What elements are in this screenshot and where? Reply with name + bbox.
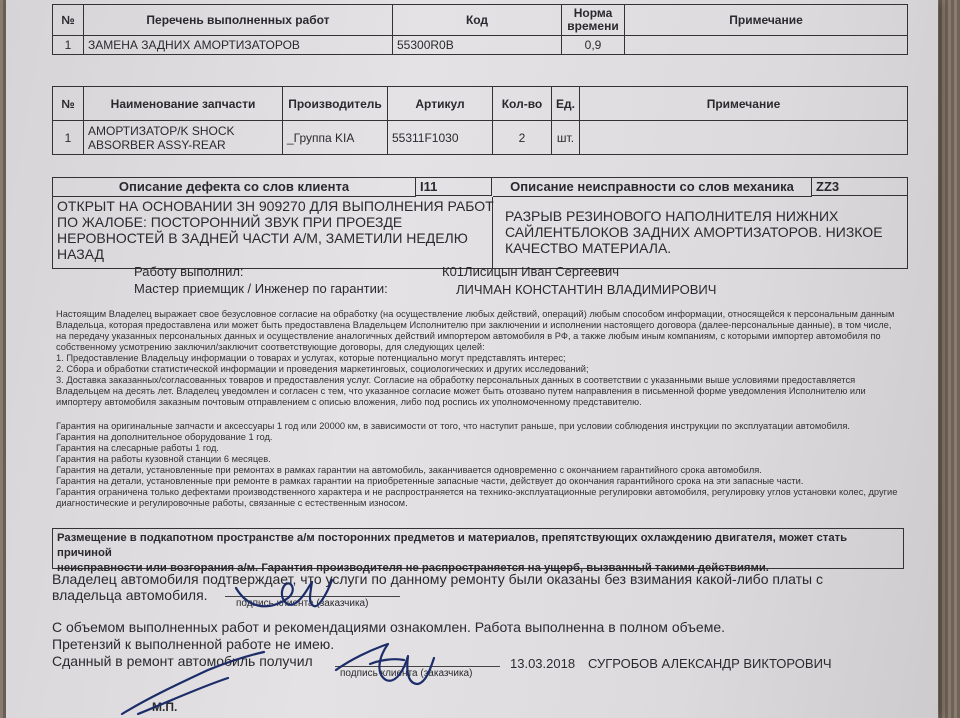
mechanic-defect-line: КАЧЕСТВО МАТЕРИАЛА. <box>505 240 672 256</box>
works-header-code: Код <box>393 5 562 36</box>
acknowledge-line: С объемом выполненных работ и рекомендациями ознакомлен. Работа выполненна в полном объеме. <box>52 619 725 635</box>
performed-label: Работу выполнил: <box>134 264 244 279</box>
client-defect-line: НАЗАД <box>57 246 105 262</box>
warranty-line: Гарантия на детали, установленные при ремонтах в рамках гарантии на автомобиль, заканчивается одновременно с окончанием гарантийного срока автомобиля. <box>56 465 762 475</box>
client-defect-line: НЕРОВНОСТЕЙ В ЗАДНЕЙ ЧАСТИ А/М, ЗАМЕТИЛИ НЕДЕЛЮ <box>57 230 468 246</box>
mechanic-defect-text <box>505 208 883 256</box>
signature-caption-1: подпись клиента (заказчика) <box>236 598 369 609</box>
mechanic-defect-line: РАЗРЫВ РЕЗИНОВОГО НАПОЛНИТЕЛЯ НИЖНИХ <box>505 208 839 224</box>
mechanic-defect-line: САЙЛЕНТБЛОКОВ ЗАДНИХ АМОРТИЗАТОРОВ. НИЗКОЕ <box>505 224 883 240</box>
warning-box <box>52 528 904 574</box>
works-header-name: Перечень выполненных работ <box>84 5 393 36</box>
parts-header-article: Артикул <box>388 87 493 121</box>
works-header-no: № <box>53 5 84 36</box>
client-name: СУГРОБОВ АЛЕКСАНДР ВИКТОРОВИЧ <box>588 656 832 671</box>
works-table <box>52 4 908 55</box>
consent-line: Владельца, которая предоставлена или может быть предоставлена Владельцем Исполнителю при заключении и исполнении настоящего договора (далее-персональные данные), в том числе, <box>56 320 892 330</box>
table-row <box>53 36 908 55</box>
works-cell-name: ЗАМЕНА ЗАДНИХ АМОРТИЗАТОРОВ <box>84 36 393 55</box>
consent-text <box>56 309 894 408</box>
parts-cell-unit: шт. <box>552 121 580 155</box>
consent-line: собственному усмотрению заключил/заключит соответствующие договоры, для следующих целей: <box>56 342 485 352</box>
acknowledge-line: Претензий к выполненной работе не имею. <box>52 636 335 652</box>
client-defect-line: ОТКРЫТ НА ОСНОВАНИИ ЗН 909270 ДЛЯ ВЫПОЛНЕНИЯ РАБОТ <box>57 198 494 214</box>
mechanic-defect-label: Описание неисправности со слов механика <box>493 178 812 197</box>
works-cell-norm: 0,9 <box>562 36 625 55</box>
warranty-line: Гарантия на работы кузовной станции 6 месяцев. <box>56 454 271 464</box>
warranty-line: Гарантия на оригинальные запчасти и аксессуары 1 год или 20000 км, в зависимости от того, что наступит раньше, при условии соблюдения инструкции по эксплуатации автомобиля. <box>56 421 850 431</box>
client-defect-label: Описание дефекта со слов клиента <box>53 178 416 197</box>
warning-line: неисправности или возгорания а/м. Гарантия производителя не распространяется на ущерб, вызванный такими действиями. <box>57 562 769 574</box>
consent-line: на передачу указанных персональных данных и осуществление аналогичных действий импортером автомобиля в РФ, а также любым иным компаниям, с которыми импортер автомобиля по <box>56 331 881 341</box>
parts-header-name: Наименование запчасти <box>84 87 283 121</box>
warranty-line: Гарантия на детали, установленные при ремонте в рамках гарантии на приобретенные запасные части, действует до окончания гарантийного срока на эти запасные части. <box>56 476 804 486</box>
signature-3 <box>118 648 268 718</box>
consent-line: 3. Доставка заказанных/согласованных товаров и предоставления услуг. Согласие на обработку персональных данных в соответствии с указанными выше условиями предоставляется <box>56 375 856 385</box>
owner-confirmation <box>52 571 823 603</box>
works-cell-code: 55300R0B <box>393 36 562 55</box>
parts-header-maker: Производитель <box>283 87 388 121</box>
stamp-label: М.П. <box>152 700 178 714</box>
consent-line: импортеру автомобиля заказным почтовым отправлением с описью вложения, либо под роспись их уполномоченному представителю. <box>56 397 642 407</box>
parts-header-unit: Ед. <box>552 87 580 121</box>
master-label: Мастер приемщик / Инженер по гарантии: <box>134 281 388 296</box>
parts-cell-qty: 2 <box>493 121 552 155</box>
warranty-text <box>56 421 897 509</box>
client-defect-code: I11 <box>416 178 492 196</box>
warranty-line: диагностические и регулировочные работы, связанные с естественным износом. <box>56 498 408 508</box>
works-header-norm: Норма времени <box>562 5 625 36</box>
consent-line: Настоящим Владелец выражает свое безусловное согласие на обработку (на осуществление любых действий, операций) любым способом информации, относящейся к персональным данным <box>56 309 895 319</box>
consent-line: 2. Сбора и обработки статистической информации и проведения маркетинговых, социологических и других исследований; <box>56 364 589 374</box>
works-cell-no: 1 <box>53 36 84 55</box>
warning-line: Размещение в подкапотном пространстве а/м посторонних предметов и материалов, препятствующих охлаждению двигателя, может стать причиной <box>57 532 848 559</box>
works-cell-note <box>625 36 908 55</box>
client-defect-line: ПО ЖАЛОБЕ: ПОСТОРОННИЙ ЗВУК ПРИ ПРОЕЗДЕ <box>57 214 403 230</box>
table-row <box>53 121 908 155</box>
consent-line: Владельцем на десять лет. Владелец уведомлен и согласен с тем, что указанное согласие может быть отозвано путем направления в письменной форме уведомления Исполнителю или <box>56 386 866 396</box>
parts-cell-maker: _Группа KIA <box>283 121 388 155</box>
signature-2 <box>330 630 440 692</box>
signature-1 <box>228 568 338 618</box>
performed-value: К01Лисицын Иван Сергеевич <box>442 264 619 279</box>
signature-caption-2: подпись клиента (заказчика) <box>340 668 473 679</box>
parts-cell-no: 1 <box>53 121 84 155</box>
parts-table <box>52 86 908 155</box>
warranty-line: Гарантия ограничена только дефектами производственного характера и не распространяется на технико-эксплуатационные регулировки автомобиля, регулировку углов установки колес, другие <box>56 487 898 497</box>
parts-header-qty: Кол-во <box>493 87 552 121</box>
defect-block <box>52 177 908 269</box>
parts-cell-note <box>579 121 907 155</box>
client-defect-text <box>57 198 494 262</box>
master-value: ЛИЧМАН КОНСТАНТИН ВЛАДИМИРОВИЧ <box>456 282 717 297</box>
parts-header-no: № <box>53 87 84 121</box>
warranty-line: Гарантия на дополнительное оборудование 1 год. <box>56 432 273 442</box>
parts-header-note: Примечание <box>579 87 907 121</box>
mechanic-defect-code: ZZ3 <box>812 178 907 196</box>
date: 13.03.2018 <box>510 656 576 671</box>
warranty-line: Гарантия на слесарные работы 1 год. <box>56 443 219 453</box>
acknowledge-line: Сданный в ремонт автомобиль получил <box>52 653 313 669</box>
owner-text-line: владельца автомобиля. <box>52 587 208 603</box>
consent-line: 1. Предоставление Владельцу информации о товарах и услугах, которые потенциально могут представлять интерес; <box>56 353 566 363</box>
parts-cell-name: АМОРТИЗАТОР/K SHOCK ABSORBER ASSY-REAR <box>84 121 283 155</box>
owner-text-line: Владелец автомобиля подтверждает, что услуги по данному ремонту были оказаны без взимания какой-либо платы с <box>52 571 823 587</box>
works-header-note: Примечание <box>625 5 908 36</box>
parts-cell-article: 55311F1030 <box>388 121 493 155</box>
